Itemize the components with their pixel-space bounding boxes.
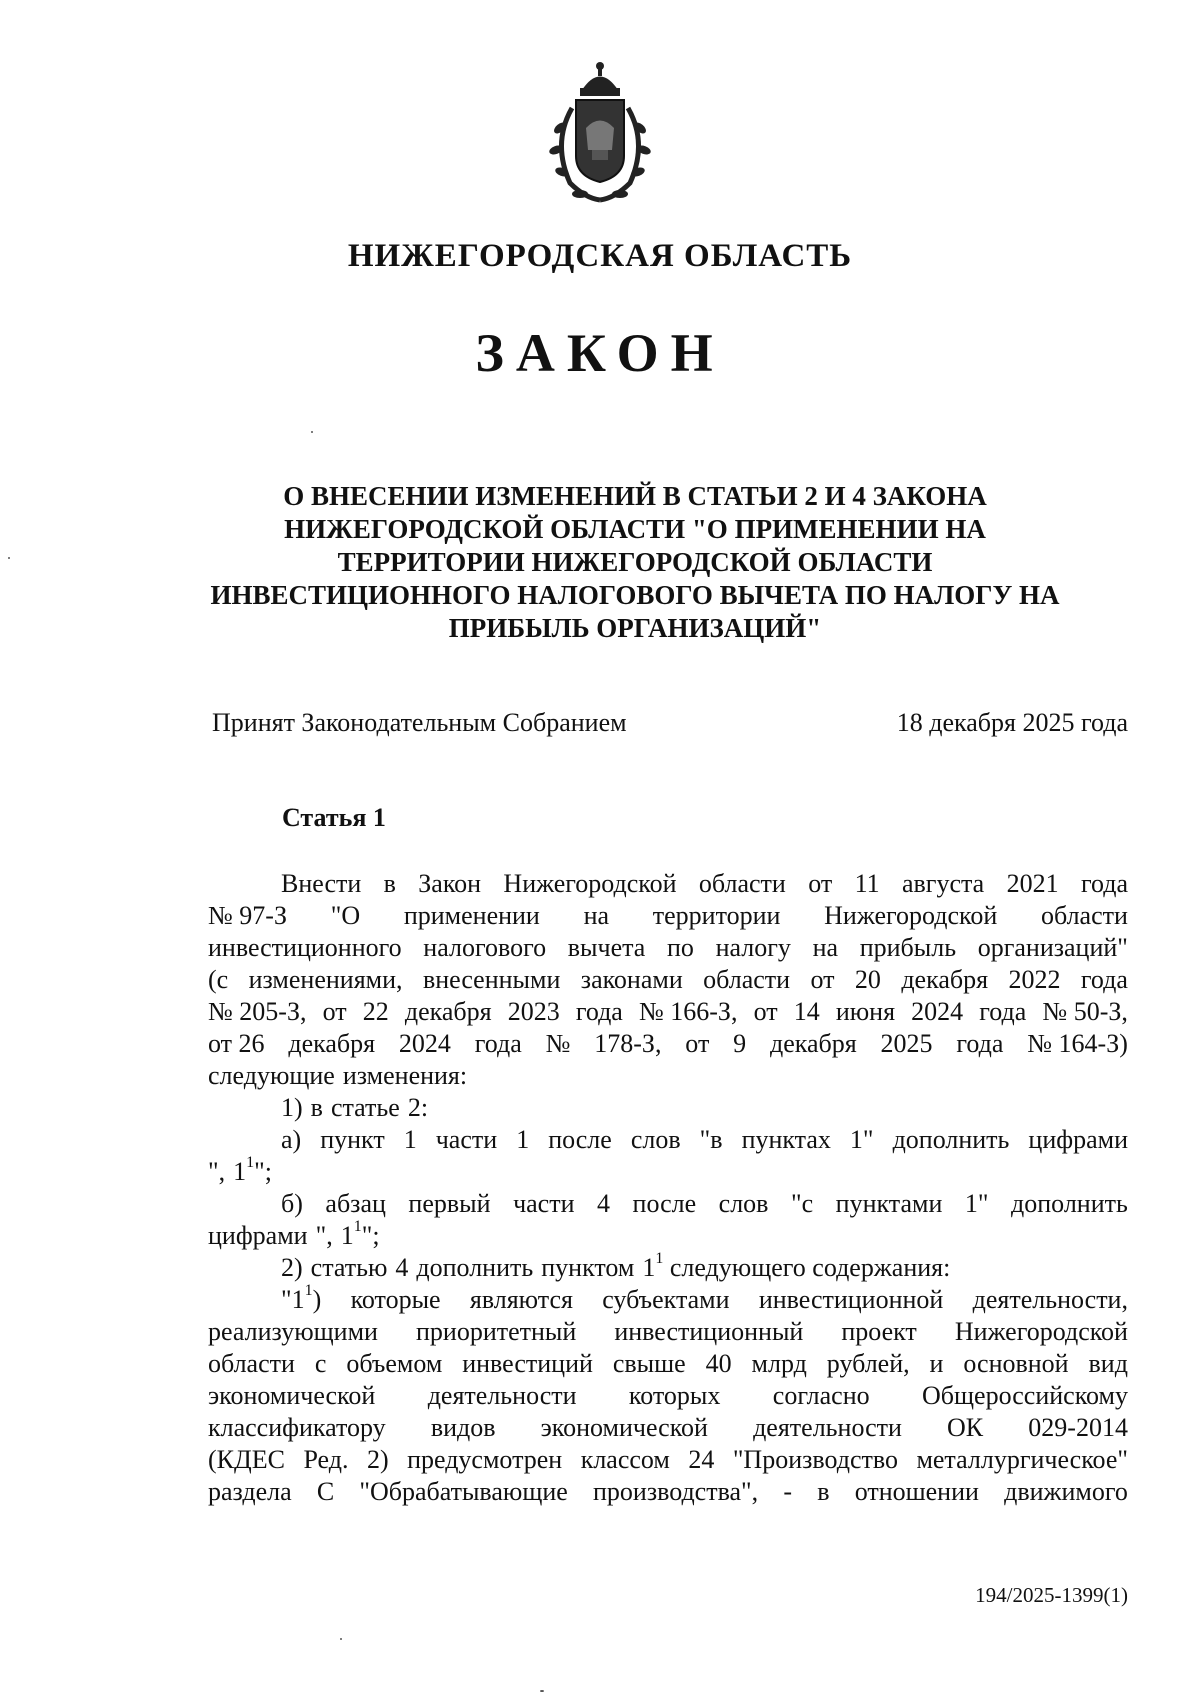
article-heading: Статья 1 (282, 803, 386, 832)
body-word: млрд (751, 1349, 807, 1378)
body-line (208, 1156, 1128, 1188)
body-word: № 164-З) (1027, 1029, 1128, 1058)
document-type: ЗАКОН (475, 323, 725, 383)
body-word: № 166-З, (638, 997, 738, 1026)
body-word: экономической (208, 1381, 376, 1410)
body-word: "с (790, 1189, 814, 1218)
body-word: свыше (612, 1349, 686, 1378)
body-word: 178-З, (594, 1029, 662, 1058)
body-word: дополнить (416, 1253, 534, 1282)
body-word: и (929, 1349, 944, 1378)
body-word: года (956, 1029, 1004, 1058)
body-word: декабря (288, 1029, 376, 1058)
body-word: на (812, 933, 839, 962)
body-word: 4 (597, 1189, 611, 1218)
body-word: являются (469, 1285, 573, 1314)
body-word: 2024 (911, 997, 964, 1026)
body-word: 1 (403, 1125, 417, 1154)
body-word: 1 (516, 1125, 530, 1154)
law-title-line: ТЕРРИТОРИИ НИЖЕГОРОДСКОЙ ОБЛАСТИ (337, 547, 933, 577)
body-word: 4 (395, 1253, 409, 1282)
body-word: применении (403, 901, 540, 930)
body-word: после (548, 1125, 612, 1154)
body-word: 1" (964, 1189, 989, 1218)
body-word: декабря (901, 965, 989, 994)
body-word: Нижегородской (954, 1317, 1128, 1346)
body-word: 2023 (507, 997, 560, 1026)
body-word: согласно (772, 1381, 870, 1410)
adoption-line (212, 708, 1128, 738)
law-title-line: ИНВЕСТИЦИОННОГО НАЛОГОВОГО ВЫЧЕТА ПО НАЛОГУ НА (210, 580, 1060, 610)
body-word: инвестиционного (208, 933, 402, 962)
body-word: инвестиций (462, 1349, 593, 1378)
body-word: изменения: (342, 1061, 468, 1090)
body-word: 2) (281, 1253, 303, 1282)
body-word: металлургическое" (916, 1445, 1128, 1474)
body-word: рублей, (826, 1349, 910, 1378)
body-word: статье (330, 1093, 400, 1122)
body-word: $1^1$"; (233, 1154, 272, 1186)
body-word: инвестиционной (758, 1285, 944, 1314)
body-word: "Производство (732, 1445, 898, 1474)
body-word: по (667, 933, 694, 962)
body-word: пункт (320, 1125, 385, 1154)
body-word: года (1080, 965, 1128, 994)
body-word: налогового (423, 933, 547, 962)
body-word: 14 (793, 997, 820, 1026)
body-word: Ред. (303, 1445, 349, 1474)
body-word: раздела (208, 1477, 292, 1506)
scan-speck (8, 557, 10, 559)
body-word: от (810, 965, 835, 994)
body-word: "О (330, 901, 361, 930)
body-word-tail: "; (361, 1221, 380, 1250)
body-word: "в (699, 1125, 723, 1154)
body-line (208, 1476, 1128, 1508)
body-line (208, 1028, 1128, 1060)
body-word: движимого (1004, 1477, 1128, 1506)
body-word: дополнить (1011, 1189, 1128, 1218)
body-word: основной (963, 1349, 1069, 1378)
body-word: 1" (849, 1125, 874, 1154)
body-line (208, 996, 1128, 1028)
body-line (208, 1220, 1128, 1252)
body-word: которых (628, 1381, 721, 1410)
superscript: 1 (655, 1250, 664, 1268)
body-word: ", (208, 1157, 226, 1186)
body-word: (КДЕС (208, 1445, 285, 1474)
body-word: объемом (346, 1349, 443, 1378)
body-line (208, 1252, 1128, 1284)
law-title (140, 480, 1130, 645)
body-word: первый (408, 1189, 491, 1218)
body-word: классификатору (208, 1413, 386, 1442)
body-word: цифрами (1028, 1125, 1128, 1154)
body-word: в (310, 1093, 323, 1122)
body-word: области (703, 965, 791, 994)
body-word: от (322, 997, 347, 1026)
body-word: приоритетный (416, 1317, 577, 1346)
body-word: в (383, 869, 396, 898)
body-word: области (698, 869, 786, 898)
body-line (208, 932, 1128, 964)
body-word: 24 (688, 1445, 715, 1474)
body-word: организаций" (977, 933, 1128, 962)
body-word: 2: (407, 1093, 429, 1122)
body-word: 2024 (398, 1029, 451, 1058)
body-word: отношении (854, 1477, 979, 1506)
body-word: $1^1$"; (340, 1218, 380, 1250)
body-word: деятельности (753, 1413, 902, 1442)
body-line (208, 964, 1128, 996)
superscript: 1 (304, 1282, 313, 1300)
body-word: области (208, 1349, 295, 1378)
body-word: налогу (715, 933, 791, 962)
law-title-line: О ВНЕСЕНИИ ИЗМЕНЕНИЙ В СТАТЬИ 2 И 4 ЗАКОНА (283, 481, 987, 511)
body-word: 2025 (880, 1029, 933, 1058)
body-word: пунктами (835, 1189, 943, 1218)
body-word: которые (350, 1285, 441, 1314)
body-word: слов (718, 1189, 769, 1218)
body-word: экономической (540, 1413, 708, 1442)
body-word: августа (901, 869, 985, 898)
superscript: 1 (246, 1154, 255, 1172)
body-word: от (808, 869, 833, 898)
body-line (208, 1124, 1128, 1156)
body-word: № 205-З, (208, 997, 307, 1026)
body-word: № 50-З, (1042, 997, 1128, 1026)
body-word: в (817, 1477, 830, 1506)
adoption-date: 18 декабря 2025 года (896, 708, 1128, 737)
body-word: части (513, 1189, 575, 1218)
body-word: № (545, 1029, 571, 1058)
body-word: (с (208, 965, 229, 994)
body-word: пунктом (541, 1253, 635, 1282)
body-word: 1) (281, 1093, 303, 1122)
body-word: вычета (567, 933, 646, 962)
body-word: 2) (366, 1445, 389, 1474)
body-line (208, 900, 1128, 932)
body-word: изменениями, (248, 965, 403, 994)
scan-speck (540, 1690, 544, 1692)
body-word-tail: ) (312, 1285, 322, 1314)
body-word: июня (835, 997, 896, 1026)
body-word: С (316, 1477, 335, 1506)
body-word: территории (652, 901, 781, 930)
body-word: классом (580, 1445, 670, 1474)
body-word: 9 (733, 1029, 747, 1058)
body-word: Внести (281, 869, 362, 898)
body-word: "Обрабатывающие (359, 1477, 568, 1506)
law-title-line: НИЖЕГОРОДСКОЙ ОБЛАСТИ "О ПРИМЕНЕНИИ НА (284, 514, 986, 544)
body-word: Нижегородской (503, 869, 677, 898)
body-word: года (1080, 869, 1128, 898)
document-number: 194/2025-1399(1) (975, 1583, 1128, 1607)
body-line (208, 1060, 1128, 1092)
body-word: законами (580, 965, 683, 994)
body-word: цифрами (208, 1221, 308, 1250)
body-word: слов (630, 1125, 681, 1154)
body-word: вид (1088, 1349, 1128, 1378)
body-line (208, 1380, 1128, 1412)
body-word: 22 (362, 997, 389, 1026)
body-line (208, 1444, 1128, 1476)
body-word: от (685, 1029, 710, 1058)
body-word: с (314, 1349, 327, 1378)
body-word: декабря (404, 997, 492, 1026)
body-word: деятельности, (972, 1285, 1128, 1314)
body-word: № 97-З (208, 901, 287, 930)
body-word: 40 (705, 1349, 732, 1378)
body-line (208, 1284, 1128, 1316)
body-word: пунктах (741, 1125, 831, 1154)
body-word: абзац (325, 1189, 386, 1218)
body-word: года (474, 1029, 522, 1058)
body-word: статью (310, 1253, 388, 1282)
body-word: $1^1$ следующего содержания: (642, 1250, 951, 1282)
body-line (208, 1316, 1128, 1348)
body-word: на (583, 901, 610, 930)
body-word: Общероссийскому (922, 1381, 1128, 1410)
body-word: Нижегородской (824, 901, 998, 930)
superscript: 1 (353, 1218, 362, 1236)
body-word: б) (281, 1189, 303, 1218)
scan-speck (311, 431, 313, 433)
body-word: дополнить (892, 1125, 1010, 1154)
body-word-tail: следующего содержания: (663, 1253, 951, 1282)
body-word: реализующими (208, 1317, 378, 1346)
body-word: видов (430, 1413, 496, 1442)
body-word: инвестиционный (614, 1317, 804, 1346)
body-word: внесенными (422, 965, 561, 994)
body-word: следующие (208, 1061, 335, 1090)
body-word: 2021 (1006, 869, 1059, 898)
body-word: части (435, 1125, 498, 1154)
body-line (208, 1412, 1128, 1444)
body-word: 2022 (1008, 965, 1061, 994)
body-word: - (783, 1477, 793, 1506)
body-line (208, 868, 1128, 900)
body-line (208, 1188, 1128, 1220)
body-word: а) (281, 1125, 302, 1154)
body-word-tail: "; (254, 1157, 272, 1186)
body-line (208, 1092, 1128, 1124)
body-line (208, 1348, 1128, 1380)
body-word: Закон (418, 869, 482, 898)
scan-speck (340, 1638, 342, 1640)
body-word: 20 (854, 965, 881, 994)
region-name: НИЖЕГОРОДСКАЯ ОБЛАСТЬ (347, 238, 853, 274)
body-word: года (979, 997, 1027, 1026)
body-word: ", (315, 1221, 333, 1250)
body-word: от 26 (208, 1029, 265, 1058)
body-word: декабря (769, 1029, 857, 1058)
body-word: ОК (947, 1413, 984, 1442)
body-word: после (632, 1189, 697, 1218)
body-word: года (575, 997, 623, 1026)
body-word: деятельности (427, 1381, 577, 1410)
coat-of-arms-icon (530, 58, 670, 208)
body-word: "$1^1$) (281, 1282, 322, 1314)
body-word: прибыль (859, 933, 957, 962)
body-word: 029-2014 (1028, 1413, 1128, 1442)
body-word: области (1041, 901, 1128, 930)
body-word: от (753, 997, 778, 1026)
body-word: производства", (593, 1477, 759, 1506)
body-word: 11 (854, 869, 880, 898)
body-word: предусмотрен (407, 1445, 563, 1474)
article-body (208, 868, 1128, 1508)
adopted-by: Принят Законодательным Собранием (212, 708, 627, 737)
body-word: проект (841, 1317, 917, 1346)
law-title-line: ПРИБЫЛЬ ОРГАНИЗАЦИЙ" (448, 613, 822, 643)
body-word: субъектами (602, 1285, 730, 1314)
